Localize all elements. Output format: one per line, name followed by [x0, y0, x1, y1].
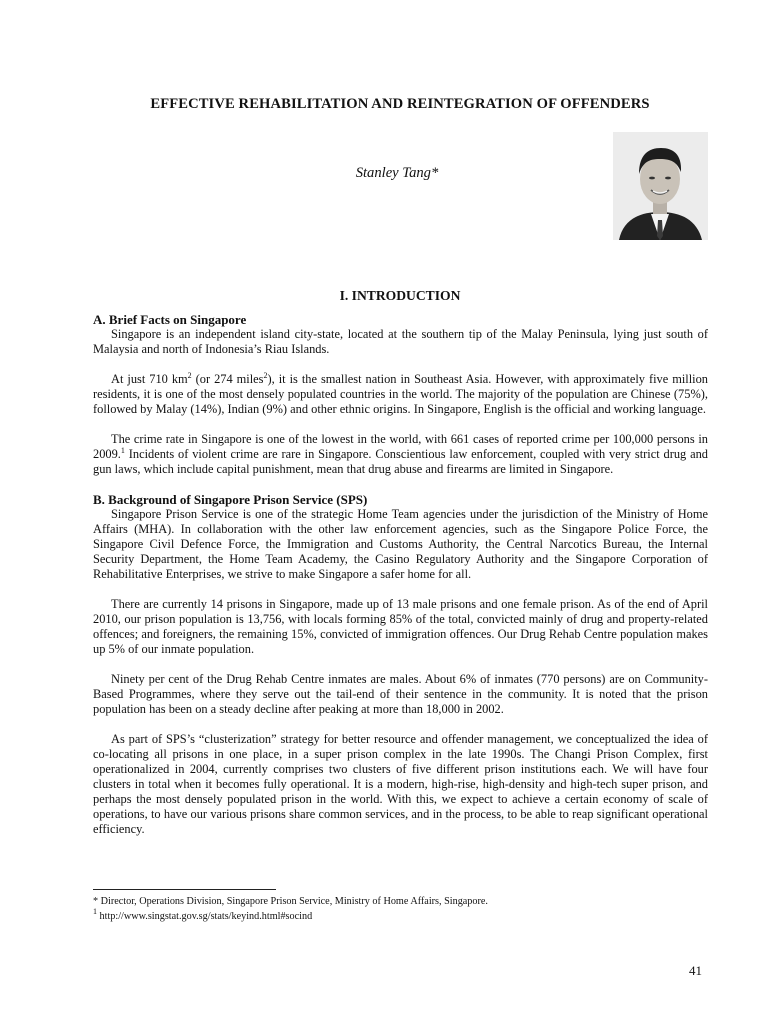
paragraph: As part of SPS’s “clusterization” strategy for better resource and offender management, we conceptualized the idea of co-locating all prisons in one place, in a super prison complex in the late 1990s. The Changi Prison Complex, first operationalized in 2004, currently comprises two clusters of five different prison institutions each. We will have four clusters in total when it becomes fully operational. It is a modern, high-rise, high-density and high-tech super prison, and perhaps the most densely populated prison in the world. With this, we expect to achieve a certain economy of scale of operations, to have our various prisons share common services, and in the process, to be able to reap significant operational efficiency.	[93, 732, 708, 836]
subsection-heading-a: A. Brief Facts on Singapore	[93, 312, 247, 327]
paragraph: Singapore Prison Service is one of the strategic Home Team agencies under the jurisdiction of the Ministry of Home Affairs (MHA). In collaboration with the other law enforcement agencies, such as the Singapore Police Force, the Singapore Civil Defence Force, the Immigration and Customs Authority, the Central Narcotics Bureau, the Internal Security Department, the Home Team Academy, the Casino Regulatory Authority and the Singapore Corporation of Rehabilitative Enterprises, we strive to make Singapore a safer home for all.	[93, 507, 708, 581]
paragraph: The crime rate in Singapore is one of the lowest in the world, with 661 cases of reported crime per 100,000 persons in 2009.$^1$ Incidents of violent crime are rare in Singapore. Conscientious law enforcement, coupled with very strict drug and gun laws, which include capital punishment, mean that drug abuse and firearms are limited in Singapore.	[93, 432, 708, 476]
paragraph: At just 710 $km^2$ (or 274 miles$^2$), it is the smallest nation in Southeast Asia. However, with approximately five million residents, it is one of the most densely populated countries in the world. The majority of the population are Chinese (75%), followed by Malay (14%), Indian (9%) and other ethnic origins. In Singapore, English is the official and working language.	[93, 371, 708, 416]
paragraph: There are currently 14 prisons in Singapore, made up of 13 male prisons and one female prison. As of the end of April 2010, our prison population is 13,756, with locals forming 85% of the total, convicted mainly of drug and property-related offences; and foreigners, the remaining 15%, convicted of immigration offences. Our Drug Rehab Centre population makes up 5% of our inmate population.	[93, 597, 708, 656]
author-name: Stanley Tang*	[355, 165, 439, 181]
author-portrait-image	[613, 132, 708, 240]
section-heading: I. INTRODUCTION	[339, 288, 461, 303]
paper-title: EFFECTIVE REHABILITATION AND REINTEGRATION OF OFFENDERS	[150, 96, 650, 112]
main-body-text	[93, 312, 708, 837]
paragraph: Singapore is an independent island city-state, located at the southern tip of the Malay Peninsula, lying just south of Malaysia and north of Indonesia’s Riau Islands.	[93, 327, 708, 356]
author-photo	[613, 132, 708, 240]
paragraph: Ninety per cent of the Drug Rehab Centre inmates are males. About 6% of inmates (770 persons) are on Community-Based Programmes, where they serve out the tail-end of their sentence in the community. It is noted that the prison population has been on a steady decline after peaking at more than 18,000 in 2002.	[93, 672, 708, 716]
subsection-heading-b: B. Background of Singapore Prison Service (SPS)	[93, 492, 368, 507]
page-number: 41	[689, 963, 702, 978]
footnote-author: * Director, Operations Division, Singapore Prison Service, Ministry of Home Affairs, Singapore.	[93, 896, 488, 907]
footnote-reference: 1	[120, 446, 125, 455]
footnote-1: $^1$ http://www.singstat.gov.sg/stats/keyind.html#socind	[93, 907, 313, 922]
footnotes	[93, 894, 707, 924]
footnote-divider	[93, 889, 276, 890]
